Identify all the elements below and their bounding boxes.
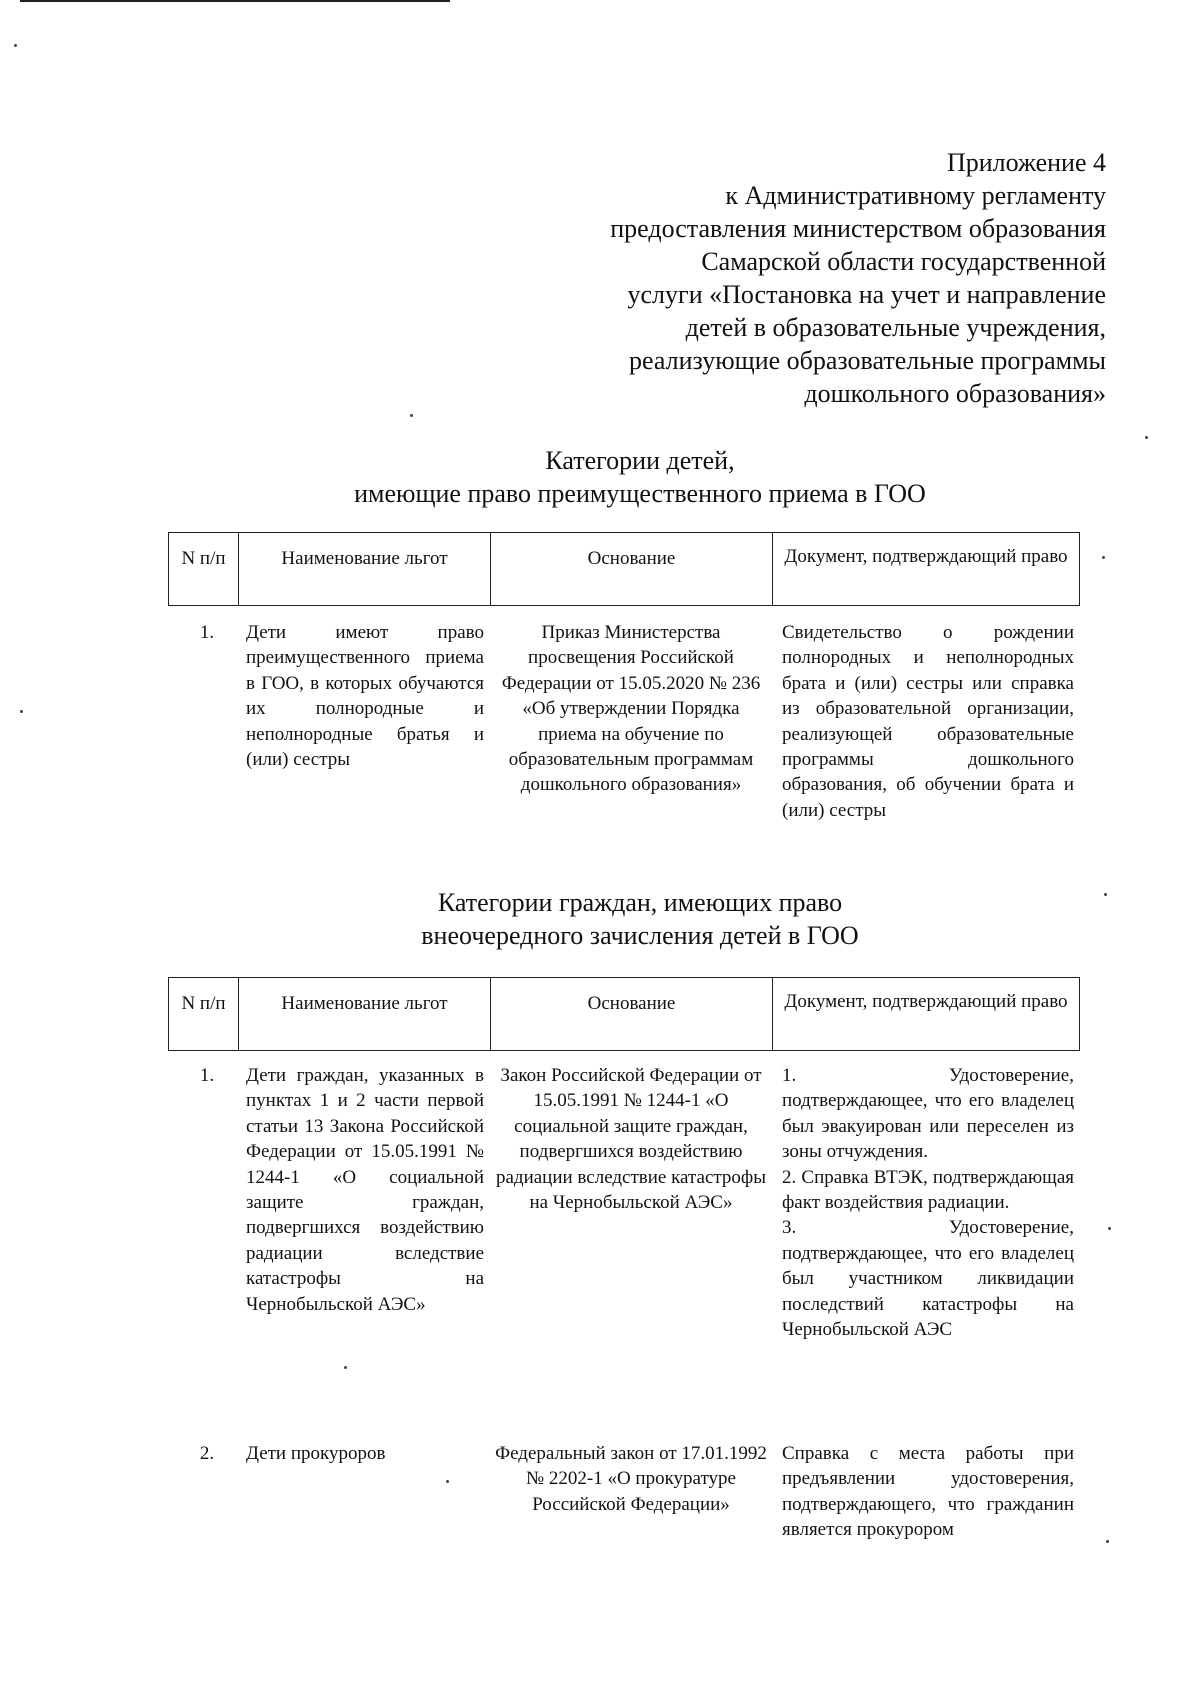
row-num: 1. xyxy=(199,1065,215,1086)
appendix-line: детей в образовательные учреждения, xyxy=(685,313,1106,342)
scan-speck xyxy=(1145,436,1148,439)
section2-title-line: внеочередного зачисления детей в ГОО xyxy=(421,921,859,950)
header-num: N п/п xyxy=(169,978,239,1050)
row-benefit-name: Дети имеют право преимущественного приема в ГОО, в которых обучаются их полнородные и неполнородные братья и (или) сестры xyxy=(246,622,484,771)
section2-title xyxy=(0,886,1200,952)
row-benefit-name: Дети граждан, указанных в пунктах 1 и 2 части первой статьи 13 Закона Российской Федерации от 15.05.1991 № 1244-1 «О социальной защите граждан, подвергшихся воздействию радиации вследствие катастрофы на Чернобыльской АЭС» xyxy=(246,1065,484,1315)
scan-speck xyxy=(1102,556,1105,559)
appendix-line: Самарской области государственной xyxy=(701,247,1106,276)
header-document: Документ, подтверждающий право xyxy=(784,546,1068,567)
row-document-item: 2. Справка ВТЭК, подтверждающая факт воздействия радиации. xyxy=(782,1166,1074,1214)
scan-speck xyxy=(20,710,23,713)
scan-speck xyxy=(1106,1540,1109,1543)
appendix-line: услуги «Постановка на учет и направление xyxy=(627,280,1106,309)
table-row xyxy=(168,620,1080,823)
header-num: N п/п xyxy=(169,533,239,605)
row-basis: Закон Российской Федерации от 15.05.1991 № 1244-1 «О социальной защите граждан, подвергшихся воздействию радиации вследствие катастрофы на Чернобыльской АЭС» xyxy=(495,1065,767,1214)
appendix-line: Приложение 4 xyxy=(946,148,1106,177)
section2-table-header xyxy=(168,977,1080,1051)
header-basis: Основание xyxy=(491,533,773,605)
row-benefit-name: Дети прокуроров xyxy=(246,1443,386,1464)
section1-table-header xyxy=(168,532,1080,606)
table-row xyxy=(168,1441,1080,1543)
scan-speck xyxy=(14,44,17,47)
row-basis: Федеральный закон от 17.01.1992 № 2202-1 «О прокуратуре Российской Федерации» xyxy=(495,1443,767,1515)
row-document-item: 1. Удостоверение, подтверждающее, что его владелец был эвакуирован или переселен из зоны отчуждения. xyxy=(782,1065,1074,1163)
appendix-line: к Административному регламенту xyxy=(725,181,1106,210)
row-document-item: 3. Удостоверение, подтверждающее, что его владелец был участником ликвидации последствий катастрофы на Чернобыльской АЭС xyxy=(782,1217,1074,1341)
section1-title xyxy=(0,444,1200,510)
header-benefit-name: Наименование льгот xyxy=(239,978,491,1050)
section2-title-line: Категории граждан, имеющих право xyxy=(437,888,843,917)
row-num: 2. xyxy=(199,1443,215,1464)
header-benefit-name: Наименование льгот xyxy=(239,533,491,605)
section1-title-line: Категории детей, xyxy=(545,446,735,475)
scan-speck xyxy=(1108,1227,1111,1230)
table-row xyxy=(168,1063,1080,1342)
appendix-header xyxy=(546,146,1106,410)
scan-speck xyxy=(410,414,413,417)
appendix-line: предоставления министерством образования xyxy=(610,214,1106,243)
scan-speck xyxy=(344,1366,347,1369)
row-basis: Приказ Министерства просвещения Российской Федерации от 15.05.2020 № 236 «Об утверждении Порядка приема на обучение по образовательным программам дошкольного образования» xyxy=(501,622,761,796)
row-document: Справка с места работы при предъявлении удостоверения, подтверждающего, что гражданин является прокурором xyxy=(782,1443,1074,1541)
appendix-line: реализующие образовательные программы xyxy=(629,346,1106,375)
row-document-list xyxy=(772,1063,1080,1342)
row-document: Свидетельство о рождении полнородных и неполнородных брата и (или) сестры или справка из образовательной организации, реализующей образовательные программы дошкольного образования, об обучении брата и (или) сестры xyxy=(782,622,1074,821)
section1-title-line: имеющие право преимущественного приема в ГОО xyxy=(354,479,926,508)
appendix-line: дошкольного образования» xyxy=(804,379,1106,408)
header-basis: Основание xyxy=(491,978,773,1050)
header-document: Документ, подтверждающий право xyxy=(784,991,1068,1012)
row-num: 1. xyxy=(199,622,215,643)
scan-top-edge-line xyxy=(20,0,450,2)
